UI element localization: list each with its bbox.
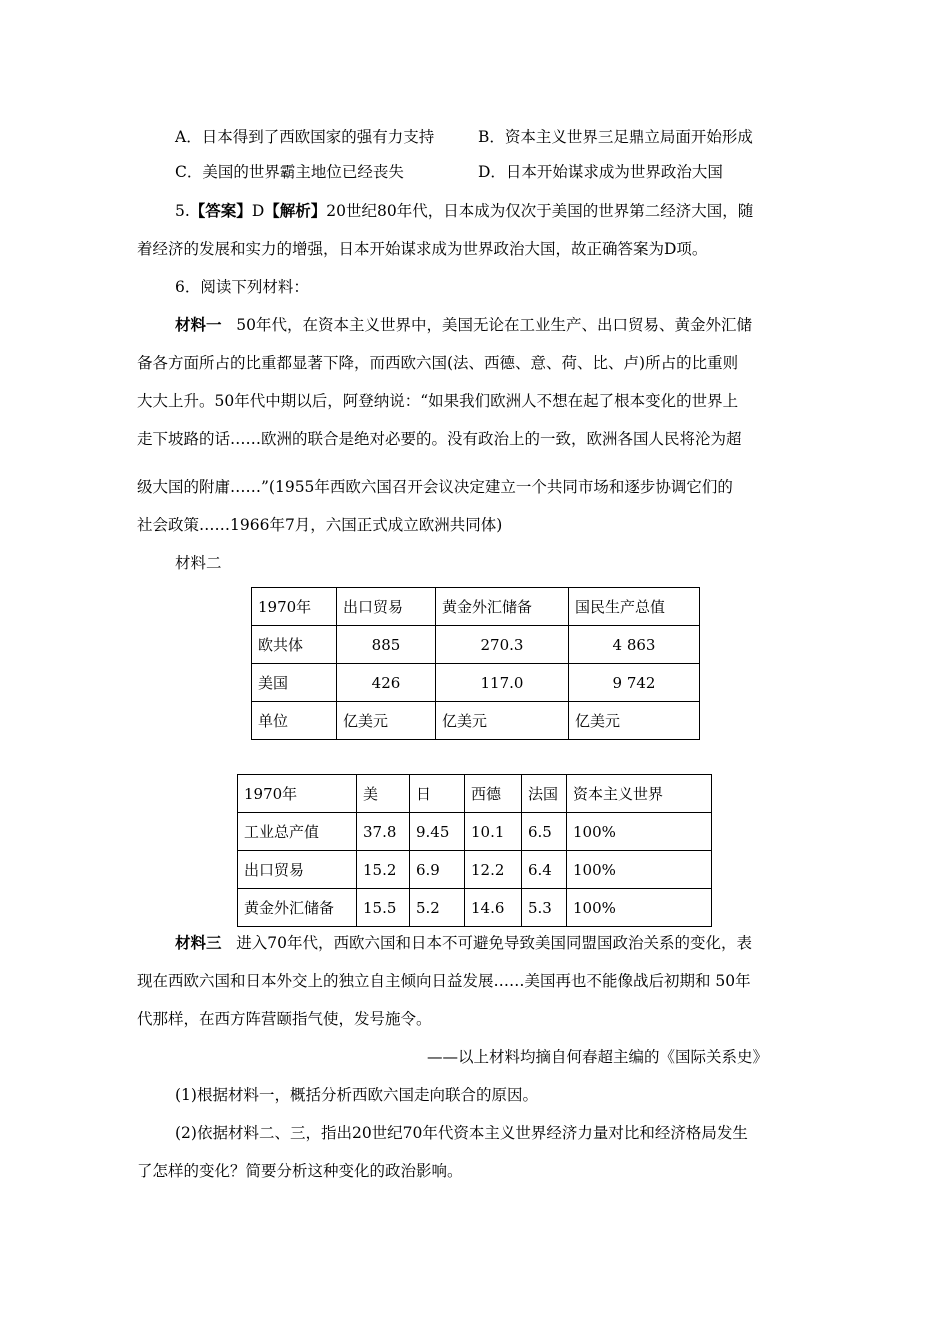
option-d: D．日本开始谋求成为世界政治大国 bbox=[478, 163, 723, 181]
table-row bbox=[252, 626, 700, 664]
table-header-cell: 西德 bbox=[465, 775, 522, 813]
table-cell: 15.2 bbox=[357, 851, 410, 889]
table-cell: 100% bbox=[567, 813, 712, 851]
answer5-line1 bbox=[175, 200, 753, 222]
table-header-row bbox=[238, 775, 712, 813]
material1-line-6: 社会政策……1966年7月，六国正式成立欧洲共同体) bbox=[137, 516, 503, 534]
table-cell: 885 bbox=[337, 626, 436, 664]
table-cell: 15.5 bbox=[357, 889, 410, 927]
analysis-text-1: 20世纪80年代，日本成为仅次于美国的世界第二经济大国，随 bbox=[326, 202, 754, 220]
material1-line-5: 级大国的附庸……”(1955年西欧六国召开会议决定建立一个共同市场和逐步协调它们的 bbox=[137, 478, 733, 496]
table-header-row bbox=[252, 588, 700, 626]
option-a: A．日本得到了西欧国家的强有力支持 bbox=[175, 128, 435, 146]
table-cell: 10.1 bbox=[465, 813, 522, 851]
table-cell: 单位 bbox=[252, 702, 337, 740]
table-cell: 6.4 bbox=[522, 851, 567, 889]
sub-question-2-line-1: (2)依据材料二、三，指出20世纪70年代资本主义世界经济力量对比和经济格局发生 bbox=[175, 1124, 748, 1142]
table-cell: 美国 bbox=[252, 664, 337, 702]
sub-question-2-line-2: 了怎样的变化？简要分析这种变化的政治影响。 bbox=[137, 1162, 463, 1180]
analysis-tag: 【解析】 bbox=[264, 201, 327, 220]
sub-question-1: (1)根据材料一，概括分析西欧六国走向联合的原因。 bbox=[175, 1086, 538, 1104]
table-cell: 426 bbox=[337, 664, 436, 702]
answer5-number: 5. bbox=[175, 202, 190, 220]
table-cell: 12.2 bbox=[465, 851, 522, 889]
table-header-cell: 法国 bbox=[522, 775, 567, 813]
table-header-cell: 日 bbox=[410, 775, 465, 813]
table-cell: 5.3 bbox=[522, 889, 567, 927]
table-cell: 9 742 bbox=[569, 664, 700, 702]
table-cell: 117.0 bbox=[436, 664, 569, 702]
table-row bbox=[238, 813, 712, 851]
material2-table-2 bbox=[237, 774, 712, 927]
material2-label: 材料二 bbox=[175, 554, 222, 572]
material3-line-3: 代那样，在西方阵营颐指气使，发号施令。 bbox=[137, 1010, 432, 1028]
material1-label: 材料一 bbox=[175, 315, 222, 334]
table-row bbox=[252, 664, 700, 702]
table-row bbox=[252, 702, 700, 740]
material2-table-1 bbox=[251, 587, 700, 740]
question6-intro: 6．阅读下列材料： bbox=[175, 278, 309, 296]
table-cell: 100% bbox=[567, 851, 712, 889]
source-citation: ——以上材料均摘自何春超主编的《国际关系史》 bbox=[427, 1048, 769, 1066]
table-header-cell: 出口贸易 bbox=[337, 588, 436, 626]
table-cell: 4 863 bbox=[569, 626, 700, 664]
table-row bbox=[238, 889, 712, 927]
table-cell: 工业总产值 bbox=[238, 813, 357, 851]
analysis-text-2: 着经济的发展和实力的增强，日本开始谋求成为世界政治大国，故正确答案为D项。 bbox=[137, 240, 708, 258]
table-row bbox=[238, 851, 712, 889]
table-header-cell: 国民生产总值 bbox=[569, 588, 700, 626]
material1-line-1: 材料一 50年代，在资本主义世界中，美国无论在工业生产、出口贸易、黄金外汇储 bbox=[175, 315, 753, 334]
table-cell: 亿美元 bbox=[436, 702, 569, 740]
table-cell: 9.45 bbox=[410, 813, 465, 851]
material1-line-2: 备各方面所占的比重都显著下降，而西欧六国(法、西德、意、荷、比、卢)所占的比重则 bbox=[137, 354, 739, 372]
table-cell: 亿美元 bbox=[569, 702, 700, 740]
material3-label: 材料三 bbox=[175, 933, 222, 952]
material1-line-3: 大大上升。50年代中期以后，阿登纳说：“如果我们欧洲人不想在起了根本变化的世界上 bbox=[137, 392, 739, 410]
table-cell: 37.8 bbox=[357, 813, 410, 851]
material3-line-2: 现在西欧六国和日本外交上的独立自主倾向日益发展……美国再也不能像战后初期和 50年 bbox=[137, 972, 751, 990]
option-c: C．美国的世界霸主地位已经丧失 bbox=[175, 163, 404, 181]
material1-line-4: 走下坡路的话……欧洲的联合是绝对必要的。没有政治上的一致，欧洲各国人民将沦为超 bbox=[137, 430, 742, 448]
table-cell: 出口贸易 bbox=[238, 851, 357, 889]
table-cell: 100% bbox=[567, 889, 712, 927]
table-cell: 5.2 bbox=[410, 889, 465, 927]
table-cell: 欧共体 bbox=[252, 626, 337, 664]
table-cell: 14.6 bbox=[465, 889, 522, 927]
option-b: B．资本主义世界三足鼎立局面开始形成 bbox=[478, 128, 753, 146]
table-cell: 6.5 bbox=[522, 813, 567, 851]
material3-line-1: 材料三 进入70年代，西欧六国和日本不可避免导致美国同盟国政治关系的变化，表 bbox=[175, 933, 753, 952]
answer-value: D bbox=[251, 202, 265, 220]
table-cell: 黄金外汇储备 bbox=[238, 889, 357, 927]
table-cell: 270.3 bbox=[436, 626, 569, 664]
answer-tag: 【答案】 bbox=[189, 201, 252, 220]
table-header-cell: 资本主义世界 bbox=[567, 775, 712, 813]
table-header-cell: 黄金外汇储备 bbox=[436, 588, 569, 626]
table-header-cell: 1970年 bbox=[252, 588, 337, 626]
table-header-cell: 1970年 bbox=[238, 775, 357, 813]
table-cell: 亿美元 bbox=[337, 702, 436, 740]
table-cell: 6.9 bbox=[410, 851, 465, 889]
table-header-cell: 美 bbox=[357, 775, 410, 813]
